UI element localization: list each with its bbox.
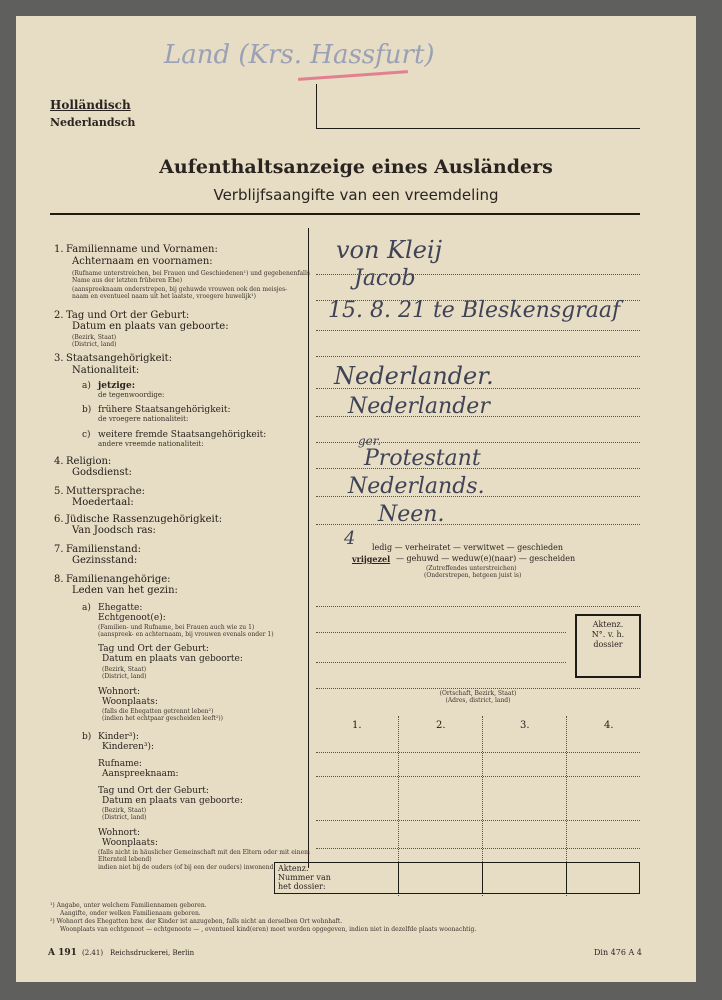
bottom-row-label: Aktenz. [278,864,309,873]
nationality-a-de: jetzige: [98,381,136,391]
spouse-birth-de: Tag und Ort der Geburt: [98,644,209,654]
marital-selected-option: vrijgezel [352,554,391,564]
child-residence-note: (falls nicht in häuslicher Gemeinschaft mit den Eltern oder mit einem [98,849,310,856]
district-note: (Ortschaft, Bezirk, Staat) [439,690,517,697]
child-row-line [316,820,640,821]
field-2-note: (District, land) [72,341,117,348]
child-residence-note: Elternteil lebend) [98,856,152,863]
spouse-label-nl: Echtgenoot(e): [98,613,166,623]
spouse-residence-note: (falls die Ehegatten getrennt leben²) [102,708,214,715]
field-1-note: Name aus der letzten früheren Ehe) [72,277,183,284]
file-box-label: dossier [593,640,623,649]
child-row-line [316,752,640,753]
corner-bracket-vertical [316,84,317,128]
bottom-row-label: het dossier: [278,882,326,891]
nationality-a-nl: de tegenwoordige: [98,391,165,399]
field-8-number: 8. [54,574,64,585]
answer-jewish: Neen. [378,502,445,527]
field-3-label-de: Staatsangehörigkeit: [66,353,173,364]
field-4-label-de: Religion: [66,456,112,467]
child-residence-nl: Woonplaats: [102,838,158,848]
field-5-label-nl: Moedertaal: [72,497,134,508]
header-rule [50,213,640,215]
file-box-label: Aktenz. [592,620,624,629]
answer-line [316,606,640,607]
corner-bracket-horizontal [316,128,640,129]
answer-birth: 15. 8. 21 te Bleskensgraaf [328,298,621,323]
field-3-label-nl: Nationaliteit: [72,365,140,376]
children-label-nl: Kinderen³): [102,742,155,752]
handwritten-top-note: Land (Krs. Hassfurt) [164,40,435,70]
spouse-key: a) [82,603,91,613]
spouse-note: (Familien- und Rufname, bei Frauen auch wie zu 1) [98,624,255,631]
spouse-birth-nl: Datum en plaats van geboorte: [102,654,243,664]
answer-nationality-former: Nederlander [348,394,490,419]
child-residence-note: indien niet bij de ouders (of bij een der ouders) inwonend [98,864,274,871]
field-1-label-nl: Achternaam en voornamen: [72,256,213,267]
field-8-label-de: Familienangehörige: [66,574,171,585]
child-firstname-de: Rufname: [98,759,142,769]
field-4-number: 4. [54,456,64,467]
form-page [16,16,696,982]
spouse-birth-note: (District, land) [102,673,147,680]
spouse-residence-note: (indien het echtpaar gescheiden leeft²)) [102,715,223,722]
spouse-label-de: Ehegatte: [98,603,143,613]
field-5-number: 5. [54,486,64,497]
answer-line [316,662,566,663]
district-note: (Adres, district, land) [445,697,511,704]
red-pencil-mark [298,70,408,81]
answer-line [316,632,566,633]
bottom-row-divider [566,862,567,894]
field-6-label-de: Jüdische Rassenzugehörigkeit: [66,514,223,525]
field-1-note: (aanspreeknaam onderstrepen, bij gehuwde vrouwen ook den meisjes- [72,286,288,293]
field-1-note: naam en eventueel naam uit het laatste, vroegere huwelijk¹) [72,293,256,300]
field-2-label-de: Tag und Ort der Geburt: [66,310,190,321]
answer-given-name: Jacob [354,266,416,291]
form-code: A 191 [48,948,77,958]
printer: Reichsdruckerei, Berlin [110,949,195,957]
field-1-label-de: Familienname und Vornamen: [66,244,218,255]
marital-options-nl: — gehuwd — weduw(e)(naar) — gescheiden [396,554,576,563]
field-4-label-nl: Godsdienst: [72,467,133,478]
nationality-c-key: c) [82,430,91,440]
child-row-line [316,776,640,777]
marital-note: (Onderstrepen, hetgeen juist is) [424,572,522,579]
field-1-number: 1. [54,244,64,255]
child-birth-nl: Datum en plaats van geboorte: [102,796,243,806]
answer-religion-note: ger. [358,434,382,448]
nationality-a-key: a) [82,381,91,391]
child-column-header-3: 3. [520,720,530,731]
field-6-label-nl: Van Joodsch ras: [72,525,156,536]
bottom-row-divider [398,862,399,894]
answer-line [316,330,640,331]
child-residence-de: Wohnort: [98,828,141,838]
spouse-residence-de: Wohnort: [98,687,141,697]
child-column-header-2: 2. [436,720,446,731]
answer-line [316,524,640,525]
child-row-line [316,848,640,849]
children-key: b) [82,732,92,742]
child-birth-note: (Bezirk, Staat) [102,807,147,814]
answer-religion: Protestant [364,446,481,471]
child-birth-note: (District, land) [102,814,147,821]
footnote: ²) Wohnort des Ehegatten bzw. der Kinder ist anzugeben, falls nicht an derselben Ort wohnhaft. [50,918,343,925]
footnote: Aangifte, onder welken Familienaam geboren. [60,910,201,917]
nationality-b-key: b) [82,405,92,415]
field-7-label-nl: Gezinsstand: [72,555,138,566]
answer-mother-tongue: Nederlands. [348,474,485,499]
nationality-c-nl: andere vreemde nationaliteit: [98,440,204,448]
spouse-residence-nl: Woonplaats: [102,697,158,707]
answer-line [316,356,640,357]
field-7-number: 7. [54,544,64,555]
nationality-c-de: weitere fremde Staatsangehörigkeit: [98,430,267,440]
field-2-note: (Bezirk, Staat) [72,334,117,341]
din-format: Din 476 A 4 [594,948,642,957]
answer-nationality-current: Nederlander. [334,362,494,390]
footnote: ¹) Angabe, unter welchem Familiennamen geboren. [50,902,207,909]
field-2-number: 2. [54,310,64,321]
title-german: Aufenthaltsanzeige eines Ausländers [159,156,553,178]
field-1-note: (Rufname unterstreichen, bei Frauen und Geschiedenen¹) und gegebenenfalls [72,270,310,277]
answer-surname: von Kleij [336,236,443,264]
bottom-row-label: Nummer van [278,873,331,882]
field-6-number: 6. [54,514,64,525]
field-7-label-de: Familienstand: [66,544,141,555]
bottom-row-divider [482,862,483,894]
form-date: (2.41) [82,949,104,957]
spouse-note: (aanspreek- en achternaam, bij vrouwen evenals onder 1) [98,631,274,638]
spouse-birth-note: (Bezirk, Staat) [102,666,147,673]
child-firstname-nl: Aanspreeknaam: [102,769,179,779]
marital-options-de: ledig — verheiratet — verwitwet — geschieden [372,543,564,552]
marital-note: (Zutreffendes unterstreichen) [426,565,517,572]
footnote: Woonplaats van echtgenoot — echtgenoote — , eventueel kind(eren) moet worden opgegeven, indien niet in dezelfde plaats woonachtig. [60,926,477,933]
child-birth-de: Tag und Ort der Geburt: [98,786,209,796]
column-divider [308,228,309,868]
field-2-label-nl: Datum en plaats van geboorte: [72,321,229,332]
children-label-de: Kinder³): [98,732,139,742]
file-box-label: N°. v. h. [591,630,625,639]
field-5-label-de: Muttersprache: [66,486,146,497]
child-column-header-4: 4. [604,720,614,731]
language-nl: Nederlandsch [50,116,136,129]
title-dutch: Verblijfsaangifte van een vreemdeling [213,186,499,204]
language-de: Holländisch [50,98,131,112]
nationality-b-nl: de vroegere nationaliteit: [98,415,189,423]
field-8-label-nl: Leden van het gezin: [72,585,178,596]
answer-family-count: 4 [344,528,356,549]
nationality-b-de: frühere Staatsangehörigkeit: [98,405,231,415]
child-column-header-1: 1. [352,720,362,731]
answer-line [316,688,640,689]
field-3-number: 3. [54,353,64,364]
